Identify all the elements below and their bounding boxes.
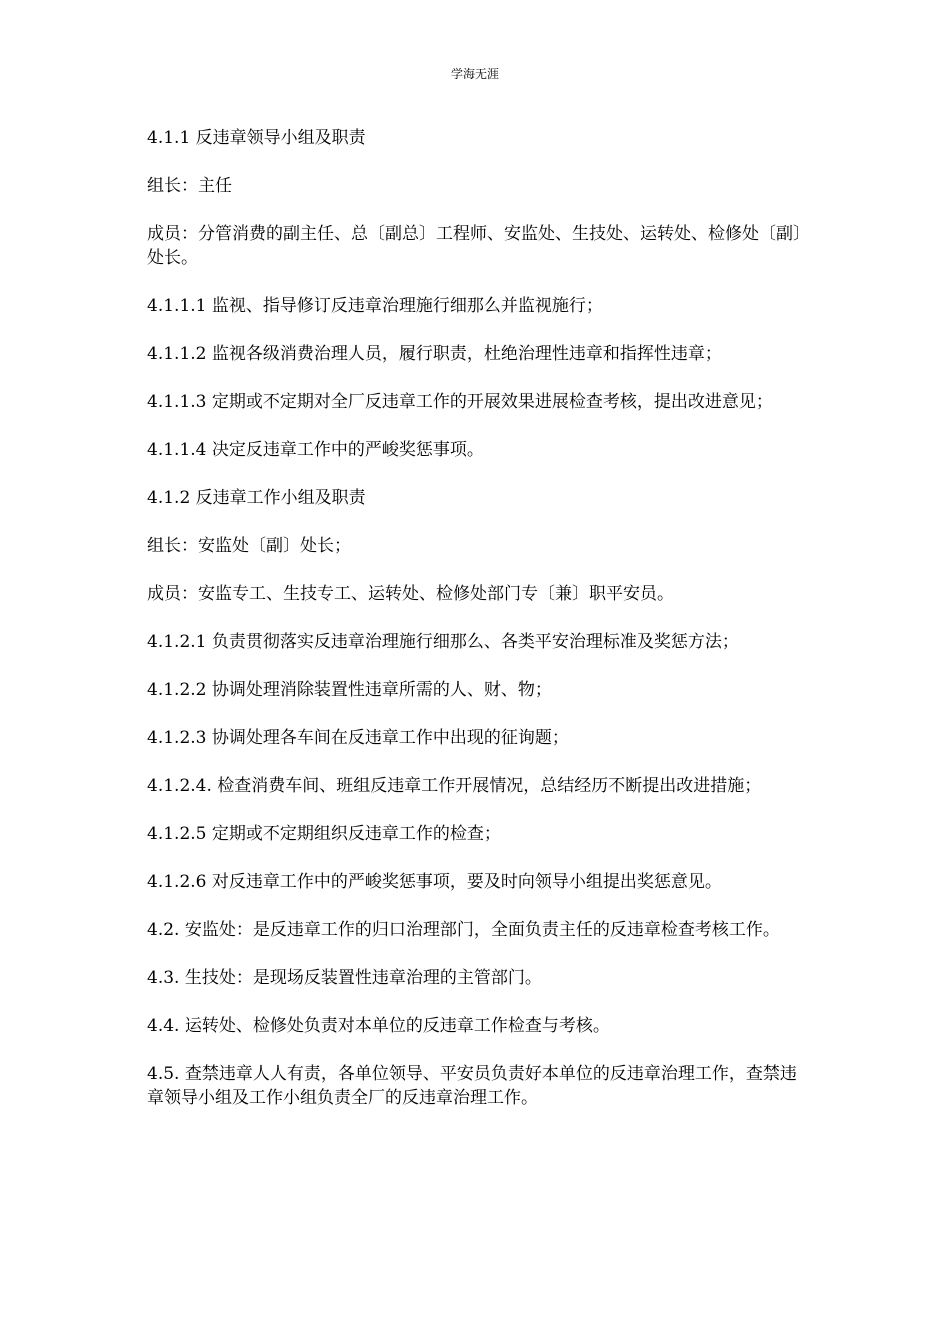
item-4-1-1-1: 4.1.1.1 监视、指导修订反违章治理施行细那么并监视施行； [147, 296, 603, 316]
page-header: 学海无涯 [450, 67, 499, 81]
item-4-1-2-2: 4.1.2.2 协调处理消除装置性违章所需的人、财、物； [147, 680, 552, 700]
section-4-4: 4.4. 运转处、检修处负责对本单位的反违章工作检查与考核。 [147, 1016, 610, 1036]
section-heading-4-1-2: 4.1.2 反违章工作小组及职责 [147, 488, 366, 508]
members-line: 成员：安监专工、生技专工、运转处、检修处部门专〔兼〕职平安员。 [147, 584, 674, 604]
section-4-3: 4.3. 生技处：是现场反装置性违章治理的主管部门。 [147, 968, 542, 988]
item-4-1-1-4: 4.1.1.4 决定反违章工作中的严峻奖惩事项。 [147, 440, 484, 460]
item-4-1-2-5: 4.1.2.5 定期或不定期组织反违章工作的检查； [147, 824, 501, 844]
item-4-1-1-3: 4.1.1.3 定期或不定期对全厂反违章工作的开展效果进展检查考核，提出改进意见； [147, 392, 773, 412]
item-4-1-2-6: 4.1.2.6 对反违章工作中的严峻奖惩事项，要及时向领导小组提出奖惩意见。 [147, 872, 722, 892]
section-heading-4-1-1: 4.1.1 反违章领导小组及职责 [147, 128, 366, 148]
members-line: 成员：分管消费的副主任、总〔副总〕工程师、安监处、生技处、运转处、检修处〔副〕处长。 [147, 224, 802, 268]
document-body [147, 126, 807, 1134]
item-4-1-2-1: 4.1.2.1 负责贯彻落实反违章治理施行细那么、各类平安治理标准及奖惩方法； [147, 632, 739, 652]
section-4-2: 4.2. 安监处：是反违章工作的归口治理部门，全面负责主任的反违章检查考核工作。 [147, 920, 780, 940]
item-4-1-1-2: 4.1.1.2 监视各级消费治理人员，履行职责，杜绝治理性违章和指挥性违章； [147, 344, 722, 364]
item-4-1-2-4: 4.1.2.4. 检查消费车间、班组反违章工作开展情况，总结经历不断提出改进措施； [147, 776, 762, 796]
section-4-5: 4.5. 查禁违章人人有责，各单位领导、平安员负责好本单位的反违章治理工作，查禁违章领导小组及工作小组负责全厂的反违章治理工作。 [147, 1064, 797, 1108]
leader-line: 组长：主任 [147, 176, 232, 196]
leader-line: 组长：安监处〔副〕处长； [147, 536, 351, 556]
item-4-1-2-3: 4.1.2.3 协调处理各车间在反违章工作中出现的征询题； [147, 728, 569, 748]
